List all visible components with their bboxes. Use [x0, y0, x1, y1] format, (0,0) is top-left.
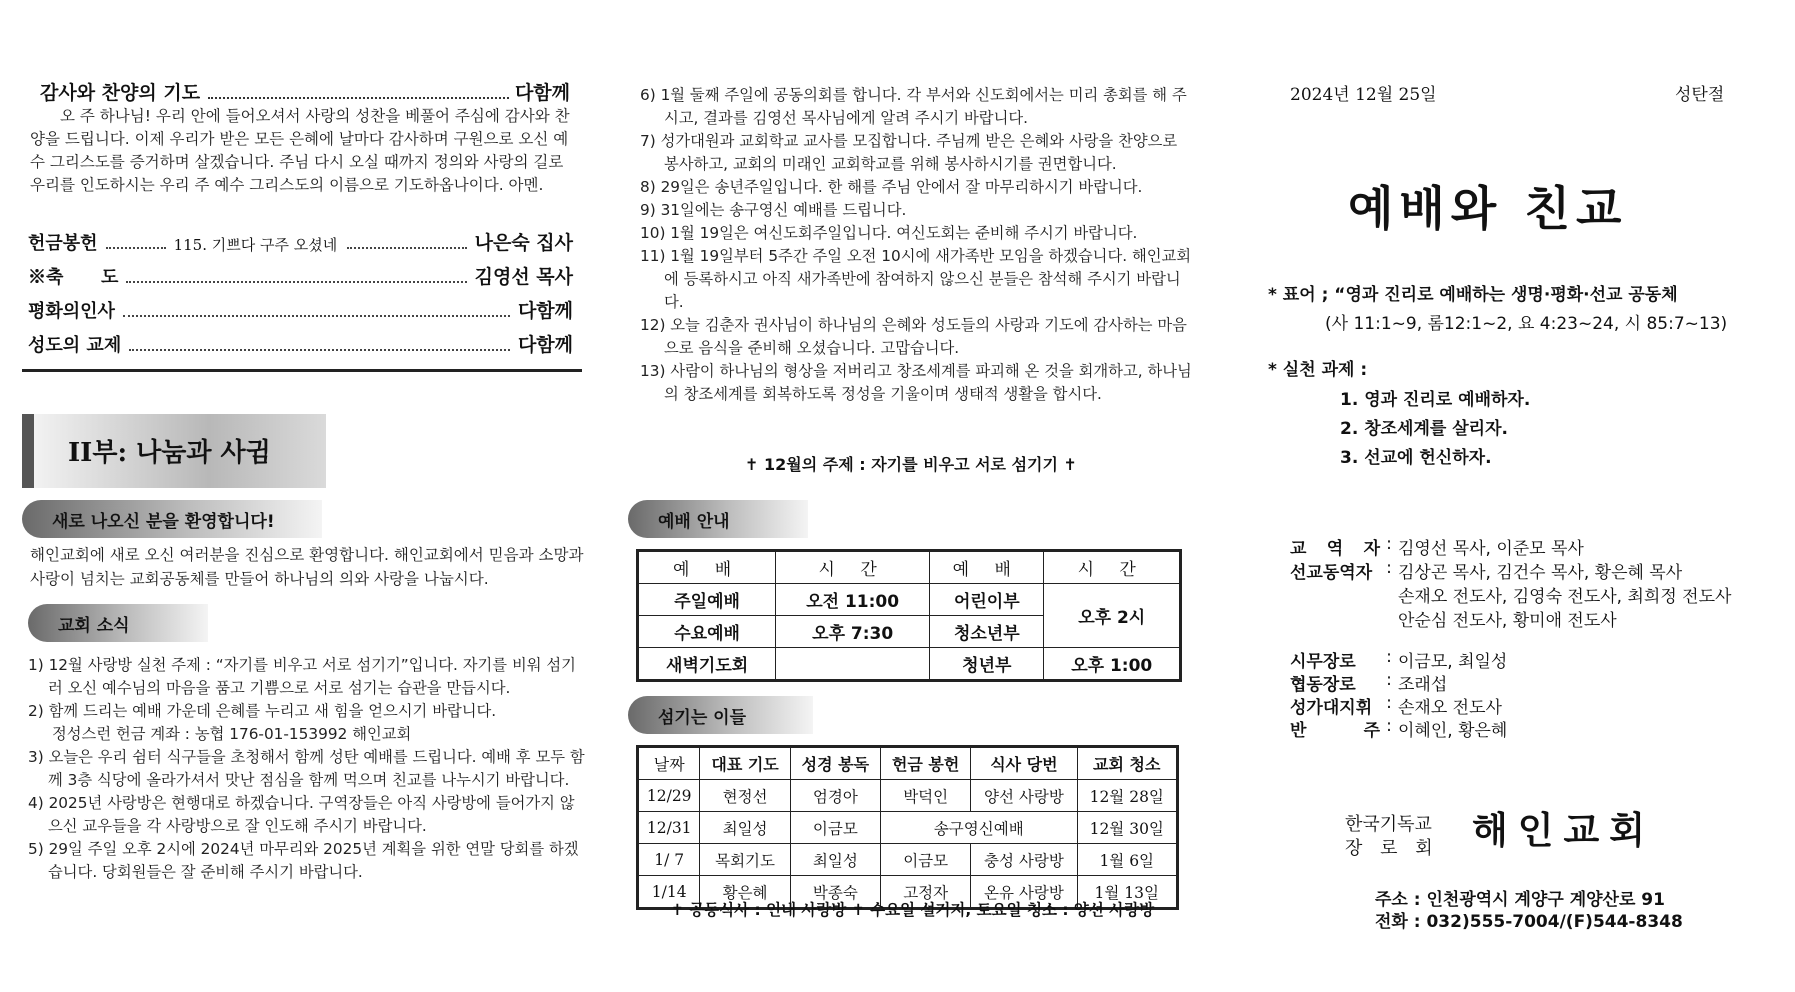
leader-dots	[123, 315, 510, 317]
table-cell: 어린이부	[930, 584, 1044, 616]
staff-key: 교 역 자	[1290, 539, 1380, 559]
elder-value: 손재오 전도사	[1398, 698, 1502, 718]
elder-row	[1290, 670, 1447, 695]
worship-title: 예배 안내	[658, 512, 730, 532]
leader-dots	[208, 97, 509, 99]
denomination-line1: 한국기독교	[1345, 814, 1432, 835]
thanks-prayer-who: 다함께	[514, 82, 570, 104]
table-cell: 최일성	[790, 844, 880, 876]
elder-key: 협동장로	[1290, 675, 1356, 695]
table-row	[638, 844, 1178, 876]
elder-value: 조래섭	[1398, 675, 1448, 695]
staff-row	[1290, 558, 1682, 583]
bulletin-date: 2024년 12월 25일	[1290, 85, 1437, 105]
colon-separator: :	[1386, 558, 1392, 578]
colon-separator: :	[1386, 534, 1392, 554]
table-cell: 1월 13일	[1077, 876, 1178, 909]
offering-who: 나은숙 집사	[474, 232, 573, 254]
colon-separator: :	[1386, 693, 1392, 713]
table-cell: 박종숙	[790, 876, 880, 909]
colon-separator: :	[1386, 647, 1392, 667]
elder-key: 시무장로	[1290, 652, 1356, 672]
table-cell: 12/29	[638, 780, 700, 812]
elder-row	[1290, 716, 1507, 741]
table-cell: 엄경아	[790, 780, 880, 812]
table-row	[638, 780, 1178, 812]
thanks-prayer-title: 감사와 찬양의 기도	[40, 82, 201, 104]
staff-key: 선교동역자	[1290, 563, 1373, 583]
news-item: 5) 29일 주일 오후 2시에 2024년 마무리와 2025년 계획을 위한 연말 당회를 하겠습니다. 당회원들은 잘 준비해 주시기 바랍니다.	[28, 840, 579, 881]
table-cell: 오전 11:00	[776, 584, 930, 616]
staff-continued: 안순심 전도사, 황미애 전도사	[1398, 611, 1617, 631]
table-header: 성경 봉독	[790, 747, 880, 780]
benediction-who: 김영선 목사	[474, 266, 573, 288]
table-cell: 청년부	[930, 648, 1044, 681]
table-row	[638, 584, 1181, 616]
fellowship-who: 다함께	[517, 334, 573, 356]
table-header: 대표 기도	[700, 747, 790, 780]
table-cell: 이금모	[790, 812, 880, 844]
occasion: 성탄절	[1675, 85, 1725, 105]
peace-row	[28, 296, 573, 323]
table-cell: 1/ 7	[638, 844, 700, 876]
denomination-line2: 장 로 회	[1345, 838, 1439, 859]
table-header: 예 배	[638, 551, 776, 584]
elder-row	[1290, 693, 1502, 718]
table-cell: 새벽기도회	[638, 648, 776, 681]
news-item: 6) 1월 둘째 주일에 공동의회를 합니다. 각 부서와 신도회에서는 미리 총회를 해 주시고, 결과를 김영선 목사님에게 알려 주시기 바랍니다.	[640, 86, 1187, 127]
month-theme: ✝ 12월의 주제 : 자기를 비우고 서로 섬기기 ✝	[745, 455, 1077, 474]
leader-dots	[126, 281, 466, 283]
news-list-middle	[640, 84, 1195, 406]
benediction-row	[28, 262, 573, 289]
table-header: 헌금 봉헌	[881, 747, 971, 780]
table-header: 교회 청소	[1077, 747, 1178, 780]
staff-value: 김상곤 목사, 김건수 목사, 황은혜 목사	[1398, 563, 1683, 583]
offering-hymn: 115. 기쁘다 구주 오셨네	[173, 236, 338, 254]
peace-label: 평화의인사	[28, 301, 115, 322]
prayer-text: 오 주 하나님! 우리 안에 들어오셔서 사랑의 성찬을 베풀어 주심에 감사와 찬양을 드립니다. 이제 우리가 받은 모든 은혜에 날마다 감사하며 구원으로 오신 예수 그리스도를 증거하며 살겠습니다. 주님 다시 오실 때까지 정의와 사랑의 길로 우리를 인도하시는 우리 주 예수 그리스도의 이름으로 기도하옵나이다. 아멘.	[30, 107, 570, 194]
table-cell: 현정선	[700, 780, 790, 812]
table-cell: 1/14	[638, 876, 700, 909]
task-item: 3. 선교에 헌신하자.	[1340, 448, 1492, 468]
news-item: 8) 29일은 송년주일입니다. 한 해를 주님 안에서 잘 마무리하시기 바랍니다.	[640, 178, 1143, 196]
table-header: 식사 당번	[971, 747, 1077, 780]
elder-key: 성가대지휘	[1290, 698, 1373, 718]
news-item: 12) 오늘 김춘자 권사님이 하나님의 은혜와 성도들의 사랑과 기도에 감사하는 마음으로 음식을 준비해 오셨습니다. 고맙습니다.	[640, 316, 1187, 357]
table-cell: 황은혜	[700, 876, 790, 909]
welcome-heading	[22, 500, 322, 538]
news-heading	[28, 604, 208, 642]
table-cell: 최일성	[700, 812, 790, 844]
news-item: 2) 함께 드리는 예배 가운데 은혜를 누리고 새 힘을 얻으시기 바랍니다.	[28, 702, 497, 720]
table-header: 시 간	[776, 551, 930, 584]
colon-separator: :	[1386, 670, 1392, 690]
news-item: 3) 오늘은 우리 쉼터 식구들을 초청해서 함께 성탄 예배를 드립니다. 예배 후 모두 함께 3층 식당에 올라가셔서 맛난 점심을 함께 먹으며 친교를 나누시기 바랍니다.	[28, 748, 585, 789]
part2-title: II부: 나눔과 사귐	[68, 438, 271, 468]
table-cell: 12/31	[638, 812, 700, 844]
news-item: 7) 성가대원과 교회학교 교사를 모집합니다. 주님께 받은 은혜와 사랑을 찬양으로 봉사하고, 교회의 미래인 교회학교를 위해 봉사하시기를 권면합니다.	[640, 132, 1178, 173]
task-item: 2. 창조세계를 살리자.	[1340, 419, 1508, 439]
fellowship-label: 성도의 교제	[28, 335, 122, 356]
staff-continued: 손재오 전도사, 김영숙 전도사, 최희정 전도사	[1398, 587, 1732, 607]
news-list-left	[28, 654, 588, 884]
leader-dots	[129, 349, 510, 351]
welcome-text: 해인교회에 새로 오신 여러분을 진심으로 환영합니다. 해인교회에서 믿음과 소망과 사랑이 넘치는 교회공동체를 만들어 하나님의 의와 사랑을 나눕시다.	[30, 546, 584, 588]
church-name: 해인교회	[1472, 809, 1655, 852]
elder-key: 반 주	[1290, 721, 1380, 741]
offering-label: 헌금봉헌	[28, 233, 98, 254]
benediction-label: ※축 도	[28, 267, 119, 288]
left-column	[0, 0, 600, 992]
part2-banner	[22, 414, 326, 488]
table-cell: 온유 사랑방	[971, 876, 1077, 909]
news-title: 교회 소식	[58, 616, 130, 636]
table-header: 날짜	[638, 747, 700, 780]
table-cell: 청소년부	[930, 616, 1044, 648]
section-divider	[22, 369, 582, 372]
table-cell: 목회기도	[700, 844, 790, 876]
table-header-row	[638, 747, 1178, 780]
news-item: 13) 사람이 하나님의 형상을 저버리고 창조세계를 파괴해 온 것을 회개하고, 하나님의 창조세계를 회복하도록 정성을 기울이며 생태적 생활을 합시다.	[640, 362, 1192, 403]
bulletin-title: 예배와 친교	[1348, 182, 1628, 237]
welcome-title: 새로 나오신 분을 환영합니다!	[52, 512, 275, 532]
news-item: 9) 31일에는 송구영신 예배를 드립니다.	[640, 201, 907, 219]
elder-value: 이금모, 최일성	[1398, 652, 1508, 672]
table-cell: 주일예배	[638, 584, 776, 616]
table-header: 예 배	[930, 551, 1044, 584]
motto-refs: (사 11:1~9, 롬12:1~2, 요 4:23~24, 시 85:7~13)	[1325, 314, 1728, 334]
phone: 전화 : 032)555-7004/(F)544-8348	[1375, 912, 1683, 932]
address: 주소 : 인천광역시 계양구 계양산로 91	[1375, 890, 1665, 910]
worship-heading	[628, 500, 808, 538]
table-cell: 12월 30일	[1077, 812, 1178, 844]
table-cell: 수요예배	[638, 616, 776, 648]
table-cell: 충성 사랑방	[971, 844, 1077, 876]
tasks-label: * 실천 과제 :	[1268, 360, 1368, 380]
staff-row	[1290, 534, 1584, 559]
servers-heading	[628, 696, 813, 734]
table-cell: 고정자	[881, 876, 971, 909]
servers-title: 섬기는 이들	[658, 708, 747, 728]
news-item: 4) 2025년 사랑방은 현행대로 하겠습니다. 구역장들은 아직 사랑방에 들어가지 않으신 교우들을 각 사랑방으로 잘 인도해 주시기 바랍니다.	[28, 794, 575, 835]
task-item: 1. 영과 진리로 예배하자.	[1340, 390, 1531, 410]
table-cell: 송구영신예배	[881, 812, 1077, 844]
news-item: 10) 1월 19일은 여신도회주일입니다. 여신도회는 준비해 주시기 바랍니다.	[640, 224, 1138, 242]
worship-table	[636, 549, 1182, 682]
account-line: 정성스런 헌금 계좌 : 농협 176-01-153992 해인교회	[52, 725, 412, 743]
peace-who: 다함께	[517, 300, 573, 322]
motto: * 표어 ; “영과 진리로 예배하는 생명·평화·선교 공동체	[1268, 285, 1678, 305]
table-cell: 오후 7:30	[776, 616, 930, 648]
elder-row	[1290, 647, 1507, 672]
servers-footer: ✝ 공동식사 : 인내 사랑방 ✝ 수요일 설거지, 토요일 청소 : 양선 사랑방	[670, 901, 1155, 919]
news-item: 1) 12월 사랑방 실천 주제 : “자기를 비우고 서로 섬기기”입니다. 자기를 비워 섬기러 오신 예수님의 마음을 품고 기쁨으로 서로 섬기는 습관을 만듭시다.	[28, 656, 576, 697]
table-cell: 오후 1:00	[1044, 648, 1181, 681]
thanks-prayer-header	[40, 78, 570, 105]
table-cell: 양선 사랑방	[971, 780, 1077, 812]
offering-row	[28, 228, 573, 255]
table-cell: 오후 2시	[1044, 584, 1181, 648]
table-cell: 12월 28일	[1077, 780, 1178, 812]
table-cell	[776, 648, 930, 681]
table-header: 시 간	[1044, 551, 1181, 584]
staff-value: 김영선 목사, 이준모 목사	[1398, 539, 1584, 559]
news-item: 11) 1월 19일부터 5주간 주일 오전 10시에 새가족반 모임을 하겠습니다. 해인교회에 등록하시고 아직 새가족반에 참여하지 않으신 분들은 참석해 주시기 바랍니다.	[640, 247, 1192, 311]
fellowship-row	[28, 330, 573, 357]
leader-dots	[106, 247, 166, 249]
colon-separator: :	[1386, 716, 1392, 736]
table-cell: 1월 6일	[1077, 844, 1178, 876]
table-row	[638, 812, 1178, 844]
table-row	[638, 648, 1181, 681]
table-header-row	[638, 551, 1181, 584]
table-cell: 박덕인	[881, 780, 971, 812]
servers-table	[636, 745, 1179, 910]
table-cell: 이금모	[881, 844, 971, 876]
elder-value: 이혜인, 황은혜	[1398, 721, 1508, 741]
leader-dots	[347, 247, 466, 249]
